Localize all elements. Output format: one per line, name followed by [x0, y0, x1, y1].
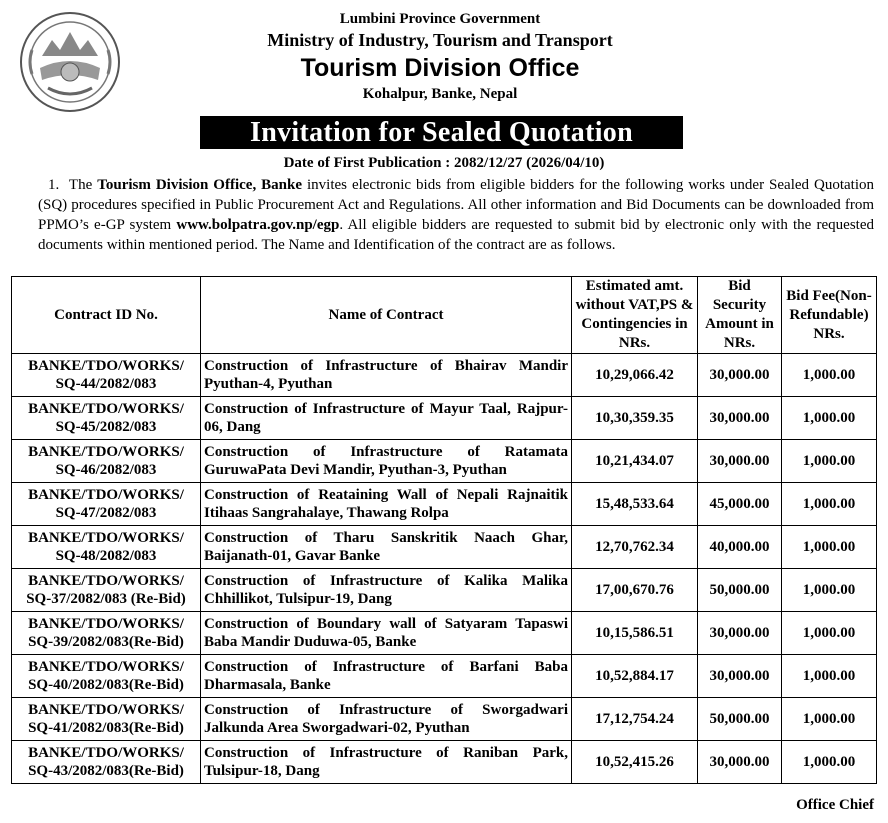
bid-fee: 1,000.00 [782, 655, 877, 698]
contract-name: Construction of Infrastructure of Barfani Baba Dharmasala, Banke [201, 655, 572, 698]
column-header-contract-id: Contract ID No. [12, 277, 201, 354]
contract-id: BANKE/TDO/WORKS/ SQ-47/2082/083 [12, 483, 201, 526]
contract-id: BANKE/TDO/WORKS/ SQ-40/2082/083(Re-Bid) [12, 655, 201, 698]
table-row [12, 741, 877, 784]
bid-fee: 1,000.00 [782, 741, 877, 784]
office-address: Kohalpur, Banke, Nepal [362, 86, 518, 102]
contract-name: Construction of Tharu Sanskritik Naach Ghar, Baijanath-01, Gavar Banke [201, 526, 572, 569]
government-emblem-icon [18, 10, 122, 114]
intro-text-2: invites electronic bids from eligible bidders for the following works under Sealed Quotation (SQ) procedures specified in Public Procurement Act and Regulations. All other information and Bid Documents can be downloaded from PPMO’s e-GP system [38, 177, 874, 233]
contract-name: Construction of Boundary wall of Satyaram Tapaswi Baba Mandir Duduwa-05, Banke [201, 612, 572, 655]
contract-name: Construction of Infrastructure of Sworgadwari Jalkunda Area Sworgadwari-02, Pyuthan [201, 698, 572, 741]
bid-security: 30,000.00 [698, 440, 782, 483]
bid-security: 50,000.00 [698, 698, 782, 741]
bid-fee: 1,000.00 [782, 612, 877, 655]
bid-security: 30,000.00 [698, 354, 782, 397]
bid-security: 45,000.00 [698, 483, 782, 526]
estimated-amount: 10,52,415.26 [572, 741, 698, 784]
intro-text-3: . All eligible bidders are requested to submit bid by electronic only with the requested documents within mentioned period. The Name and Identification of the contract are as follows. [38, 217, 874, 253]
intro-text-1: The [68, 177, 98, 193]
contract-id: BANKE/TDO/WORKS/ SQ-43/2082/083(Re-Bid) [12, 741, 201, 784]
table-row [12, 569, 877, 612]
table-row [12, 483, 877, 526]
estimated-amount: 12,70,762.34 [572, 526, 698, 569]
contract-id: BANKE/TDO/WORKS/ SQ-45/2082/083 [12, 397, 201, 440]
bid-fee: 1,000.00 [782, 397, 877, 440]
column-header-bid-security: Bid Security Amount in NRs. [698, 277, 782, 354]
table-row [12, 440, 877, 483]
contract-name: Construction of Infrastructure of Kalika Malika Chhillikot, Tulsipur-19, Dang [201, 569, 572, 612]
publication-date: Date of First Publication : 2082/12/27 (2026/04/10) [283, 155, 605, 171]
column-header-bid-fee: Bid Fee(Non-Refundable) NRs. [782, 277, 877, 354]
table-row [12, 354, 877, 397]
contract-id: BANKE/TDO/WORKS/ SQ-48/2082/083 [12, 526, 201, 569]
table-header-row [12, 277, 877, 354]
bid-fee: 1,000.00 [782, 483, 877, 526]
contract-name: Construction of Infrastructure of Ratamata GuruwaPata Devi Mandir, Pyuthan-3, Pyuthan [201, 440, 572, 483]
contract-name: Construction of Infrastructure of Mayur Taal, Rajpur-06, Dang [201, 397, 572, 440]
contract-name: Construction of Infrastructure of Bhairav Mandir Pyuthan-4, Pyuthan [201, 354, 572, 397]
bid-security: 30,000.00 [698, 397, 782, 440]
bid-security: 40,000.00 [698, 526, 782, 569]
bid-fee: 1,000.00 [782, 354, 877, 397]
estimated-amount: 10,52,884.17 [572, 655, 698, 698]
contract-name: Construction of Reataining Wall of Nepali Rajnaitik Itihaas Sangrahalaye, Thawang Rolpa [201, 483, 572, 526]
intro-paragraph [38, 175, 874, 255]
estimated-amount: 17,12,754.24 [572, 698, 698, 741]
column-header-name: Name of Contract [201, 277, 572, 354]
table-row [12, 698, 877, 741]
contract-id: BANKE/TDO/WORKS/ SQ-44/2082/083 [12, 354, 201, 397]
bid-security: 30,000.00 [698, 612, 782, 655]
ministry-name: Ministry of Industry, Tourism and Transport [267, 30, 613, 50]
column-header-estimated-amount: Estimated amt. without VAT,PS & Contingencies in NRs. [572, 277, 698, 354]
estimated-amount: 10,29,066.42 [572, 354, 698, 397]
bid-fee: 1,000.00 [782, 698, 877, 741]
office-name: Tourism Division Office [300, 54, 580, 82]
egp-website-link[interactable]: www.bolpatra.gov.np/egp [176, 217, 340, 233]
contract-id: BANKE/TDO/WORKS/ SQ-41/2082/083(Re-Bid) [12, 698, 201, 741]
estimated-amount: 10,21,434.07 [572, 440, 698, 483]
table-row [12, 612, 877, 655]
estimated-amount: 17,00,670.76 [572, 569, 698, 612]
office-reference: Tourism Division Office, Banke [97, 177, 303, 193]
contract-id: BANKE/TDO/WORKS/ SQ-46/2082/083 [12, 440, 201, 483]
signature-office-chief: Office Chief [796, 797, 874, 813]
notice-title: Invitation for Sealed Quotation [200, 116, 683, 149]
table-row [12, 655, 877, 698]
contract-id: BANKE/TDO/WORKS/ SQ-39/2082/083(Re-Bid) [12, 612, 201, 655]
table-row [12, 397, 877, 440]
bid-fee: 1,000.00 [782, 569, 877, 612]
table-row [12, 526, 877, 569]
estimated-amount: 10,30,359.35 [572, 397, 698, 440]
bid-security: 30,000.00 [698, 655, 782, 698]
estimated-amount: 15,48,533.64 [572, 483, 698, 526]
estimated-amount: 10,15,586.51 [572, 612, 698, 655]
letterhead [130, 10, 750, 103]
bid-fee: 1,000.00 [782, 440, 877, 483]
contract-id: BANKE/TDO/WORKS/ SQ-37/2082/083 (Re-Bid) [12, 569, 201, 612]
paragraph-number: 1. [48, 177, 60, 193]
bid-security: 30,000.00 [698, 741, 782, 784]
bid-security: 50,000.00 [698, 569, 782, 612]
bid-fee: 1,000.00 [782, 526, 877, 569]
contract-name: Construction of Infrastructure of Raniban Park, Tulsipur-18, Dang [201, 741, 572, 784]
contracts-table [11, 276, 877, 784]
government-name: Lumbini Province Government [339, 11, 541, 27]
